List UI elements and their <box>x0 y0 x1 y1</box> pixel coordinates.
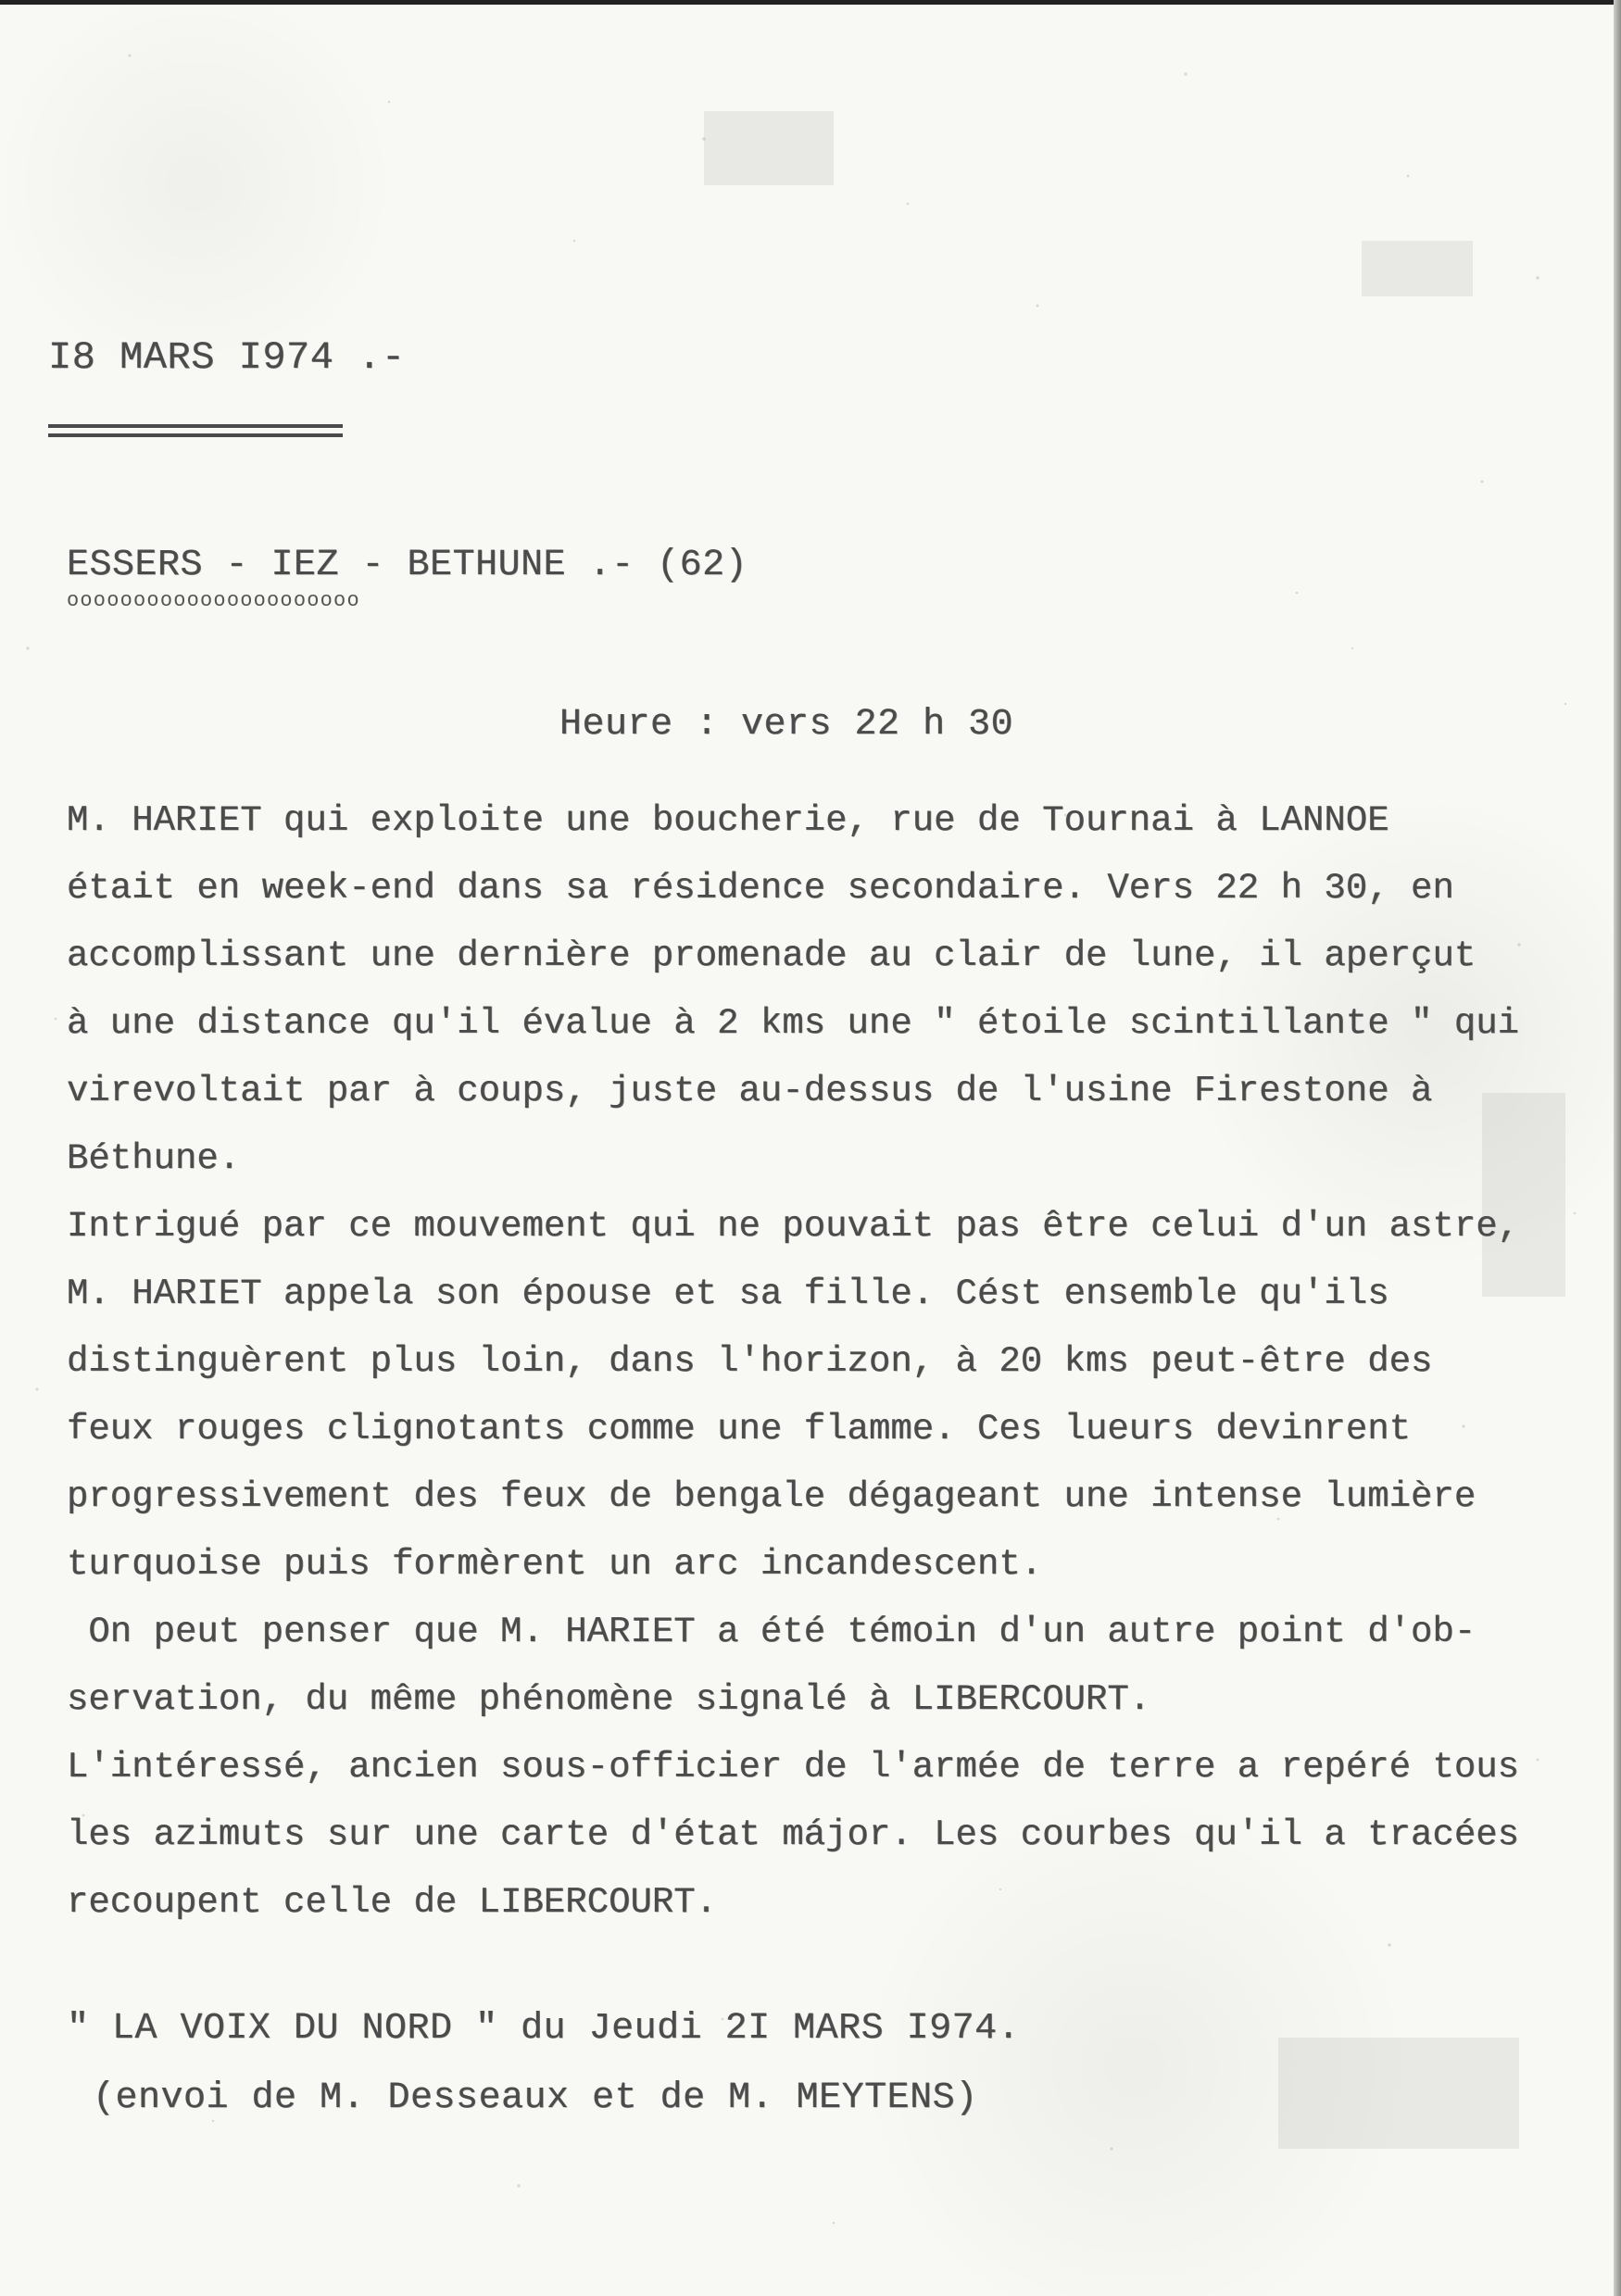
report-body <box>67 787 1586 1937</box>
body-line: était en week-end dans sa résidence secondaire. Vers 22 h 30, en <box>67 868 1454 909</box>
date-double-underline <box>48 424 343 437</box>
sender-credit: (envoi de M. Desseaux et de M. MEYTENS) <box>93 2077 978 2119</box>
body-line: servation, du même phénomène signalé à LIBERCOURT. <box>67 1679 1151 1720</box>
body-line: les azimuts sur une carte d'état májor. Les courbes qu'il a tracées <box>67 1814 1520 1855</box>
body-line: à une distance qu'il évalue à 2 kms une " étoile scintillante " qui <box>67 1003 1520 1044</box>
body-line: Béthune. <box>67 1138 241 1179</box>
body-line: L'intéressé, ancien sous-officier de l'armée de terre a repéré tous <box>67 1747 1520 1788</box>
scan-right-edge <box>1614 0 1621 2296</box>
location-underline: oooooooooooooooooooooo <box>67 589 360 612</box>
body-line: M. HARIET appela son épouse et sa fille. Cést ensemble qu'ils <box>67 1273 1389 1314</box>
body-line: progressivement des feux de bengale dégageant une intense lumière <box>67 1476 1476 1517</box>
report-location: ESSERS - IEZ - BETHUNE .- (62) <box>67 545 748 586</box>
body-line: accomplissant une dernière promenade au clair de lune, il aperçut <box>67 935 1476 976</box>
body-line: recoupent celle de LIBERCOURT. <box>67 1882 718 1923</box>
body-line: distinguèrent plus loin, dans l'horizon, à 20 kms peut-être des <box>67 1341 1433 1382</box>
report-time: Heure : vers 22 h 30 <box>559 704 1014 746</box>
body-line: turquoise puis formèrent un arc incandescent. <box>67 1544 1043 1585</box>
body-line: On peut penser que M. HARIET a été témoin d'un autre point d'ob- <box>67 1612 1476 1652</box>
body-line: M. HARIET qui exploite une boucherie, rue de Tournai à LANNOE <box>67 800 1389 841</box>
report-date: I8 MARS I974 .- <box>48 335 406 380</box>
body-line: Intrigué par ce mouvement qui ne pouvait pas être celui d'un astre, <box>67 1206 1520 1247</box>
body-line: feux rouges clignotants comme une flamme. Ces lueurs devinrent <box>67 1409 1412 1449</box>
newspaper-source: " LA VOIX DU NORD " du Jeudi 2I MARS I974. <box>67 2008 1021 2050</box>
body-line: virevoltait par à coups, juste au-dessus de l'usine Firestone à <box>67 1071 1433 1111</box>
scan-top-edge <box>0 0 1621 5</box>
